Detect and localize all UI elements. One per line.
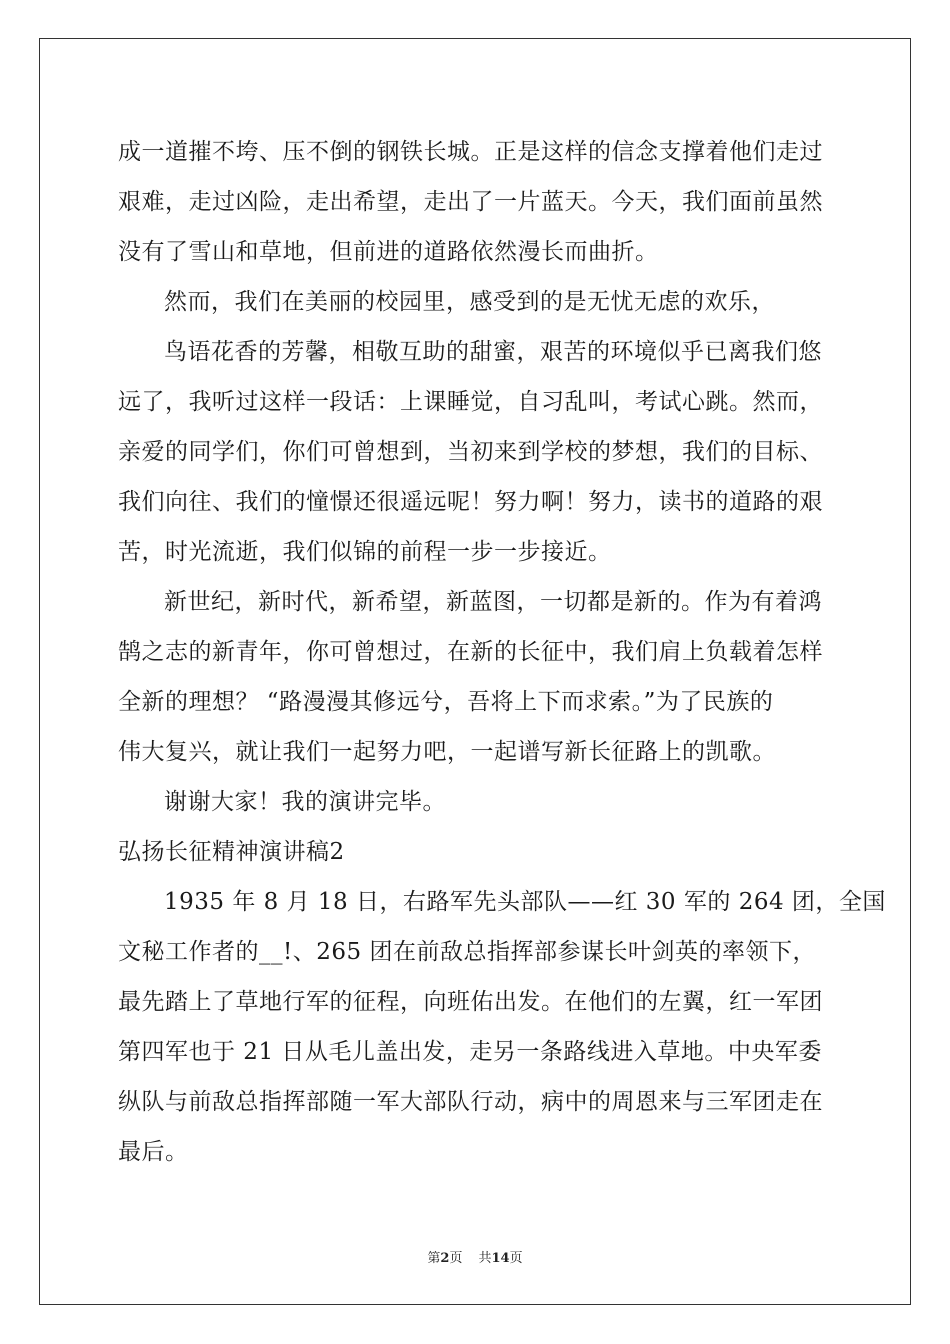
text-line: 文秘工作者的__!、265 团在前敌总指挥部参谋长叶剑英的率领下， bbox=[118, 939, 816, 965]
text-line: 最先踏上了草地行军的征程，向班佑出发。在他们的左翼，红一军团 bbox=[118, 989, 823, 1015]
text-line: 我们向往、我们的憧憬还很遥远呢！努力啊！努力，读书的道路的艰 bbox=[118, 489, 823, 515]
text-line: 伟大复兴，就让我们一起努力吧，一起谱写新长征路上的凯歌。 bbox=[118, 739, 776, 765]
text-line: 艰难，走过凶险，走出希望，走出了一片蓝天。今天，我们面前虽然 bbox=[118, 189, 823, 215]
text-line: 最后。 bbox=[118, 1139, 189, 1165]
text-line: 鹄之志的新青年，你可曾想过，在新的长征中，我们肩上负载着怎样 bbox=[118, 639, 823, 665]
text-line: 第四军也于 21 日从毛儿盖出发，走另一条路线进入草地。中央军委 bbox=[118, 1039, 822, 1065]
text-line: 然而，我们在美丽的校园里，感受到的是无忧无虑的欢乐， bbox=[164, 289, 775, 315]
text-line: 亲爱的同学们，你们可曾想到，当初来到学校的梦想，我们的目标、 bbox=[118, 439, 823, 465]
section-heading: 弘扬长征精神演讲稿2 bbox=[118, 839, 345, 865]
text-line: 没有了雪山和草地，但前进的道路依然漫长而曲折。 bbox=[118, 239, 659, 265]
text-line: 谢谢大家！我的演讲完毕。 bbox=[164, 789, 446, 815]
total-suffix: 页 bbox=[509, 1251, 523, 1266]
text-line: 全新的理想？ “路漫漫其修远兮，吾将上下而求索。”为了民族的 bbox=[118, 689, 774, 715]
page-number: 2 bbox=[440, 1251, 450, 1266]
document-body bbox=[118, 127, 886, 1177]
page-footer bbox=[0, 1247, 950, 1266]
total-pages: 14 bbox=[491, 1251, 510, 1266]
page-suffix: 页 bbox=[449, 1251, 463, 1266]
text-line: 1935 年 8 月 18 日，右路军先头部队——红 30 军的 264 团，全国 bbox=[164, 889, 886, 915]
text-line: 成一道摧不垮、压不倒的钢铁长城。正是这样的信念支撑着他们走过 bbox=[118, 139, 823, 165]
page-prefix: 第 bbox=[427, 1251, 441, 1266]
text-line: 新世纪，新时代，新希望，新蓝图，一切都是新的。作为有着鸿 bbox=[164, 589, 822, 615]
text-line: 鸟语花香的芳馨，相敬互助的甜蜜，艰苦的环境似乎已离我们悠 bbox=[164, 339, 822, 365]
text-line: 纵队与前敌总指挥部随一军大部队行动，病中的周恩来与三军团走在 bbox=[118, 1089, 823, 1115]
text-line: 苦，时光流逝，我们似锦的前程一步一步接近。 bbox=[118, 539, 612, 565]
text-line: 远了，我听过这样一段话：上课睡觉，自习乱叫，考试心跳。然而， bbox=[118, 389, 823, 415]
total-prefix: 共 bbox=[478, 1251, 492, 1266]
